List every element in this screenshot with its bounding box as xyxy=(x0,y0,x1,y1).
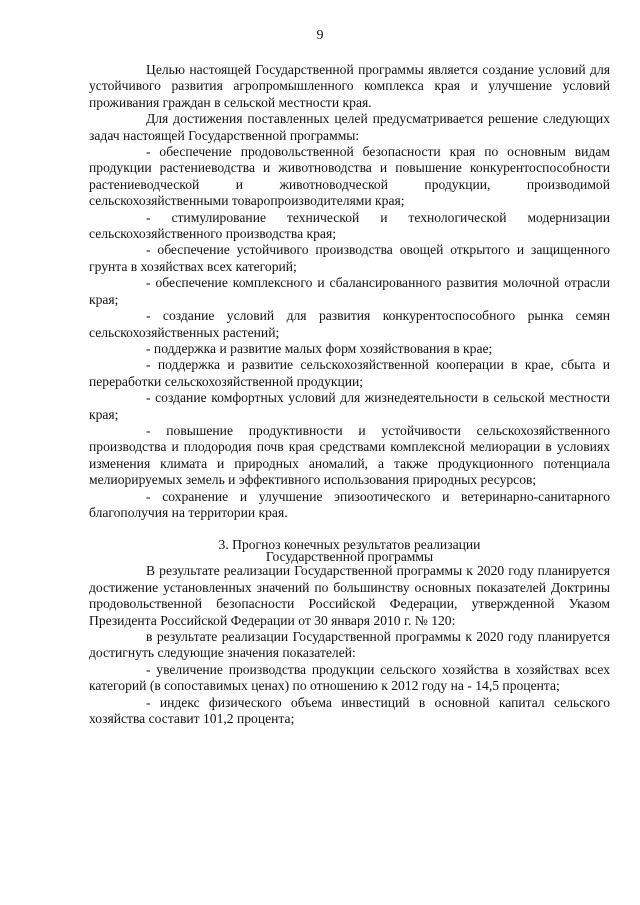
task-item: - сохранение и улучшение эпизоотического и ветеринарно-санитарного благополучия на территории края. xyxy=(89,488,610,520)
section-heading xyxy=(89,539,610,563)
task-item: - обеспечение продовольственной безопасности края по основным видам продукции растениеводства и животноводства и повышение конкурентоспособности растениеводческой и животноводческой продукции, производимой сельскохозяйственными товаропроизводителями края; xyxy=(89,144,610,209)
task-item: - поддержка и развитие сельскохозяйственной кооперации в крае, сбыта и переработки сельскохозяйственной продукции; xyxy=(89,357,610,389)
section-heading-line: Государственной программы xyxy=(265,549,434,565)
task-item: - создание комфортных условий для жизнедеятельности в сельской местности края; xyxy=(89,390,610,422)
indicators-lead-paragraph: в результате реализации Государственной программы к 2020 году планируется достигнуть следующие значения показателей: xyxy=(89,629,610,661)
document-body xyxy=(89,62,610,727)
task-item: - создание условий для развития конкурентоспособного рынка семян сельскохозяйственных растений; xyxy=(89,308,610,340)
task-item: - поддержка и развитие малых форм хозяйствования в крае; xyxy=(146,340,493,356)
page-number: 9 xyxy=(316,28,324,43)
task-item: - обеспечение устойчивого производства овощей открытого и защищенного грунта в хозяйствах всех категорий; xyxy=(89,242,610,274)
forecast-paragraph: В результате реализации Государственной программы к 2020 году планируется достижение установленных значений по большинству основных показателей Доктрины продовольственной безопасности Российской Федерации, утвержденной Указом Президента Российской Федерации от 30 января 2010 г. № 120: xyxy=(89,563,610,628)
tasks-lead-paragraph: Для достижения поставленных целей предусматривается решение следующих задач настоящей Государственной программы: xyxy=(89,111,610,143)
indicator-item: - индекс физического объема инвестиций в основной капитал сельского хозяйства составит 101,2 процента; xyxy=(89,694,610,727)
task-item: - обеспечение комплексного и сбалансированного развития молочной отрасли края; xyxy=(89,275,610,307)
goal-paragraph: Целью настоящей Государственной программы является создание условий для устойчивого развития агропромышленного комплекса края и улучшение условий проживания граждан в сельской местности края. xyxy=(89,62,610,110)
task-item: - стимулирование технической и технологической модернизации сельскохозяйственного производства края; xyxy=(89,209,610,242)
task-item: - повышение продуктивности и устойчивости сельскохозяйственного производства и плодородия почв края средствами комплексной мелиорации в условиях изменения климата и природных аномалий, а также продукционного потенциала мелиорируемых земель и эффективного использования природных ресурсов; xyxy=(89,422,610,488)
section-heading-line: 3. Прогноз конечных результатов реализации xyxy=(218,537,481,553)
indicator-item: - увеличение производства продукции сельского хозяйства в хозяйствах всех категорий (в сопоставимых ценах) по отношению к 2012 году на - 14,5 процента; xyxy=(89,661,610,694)
